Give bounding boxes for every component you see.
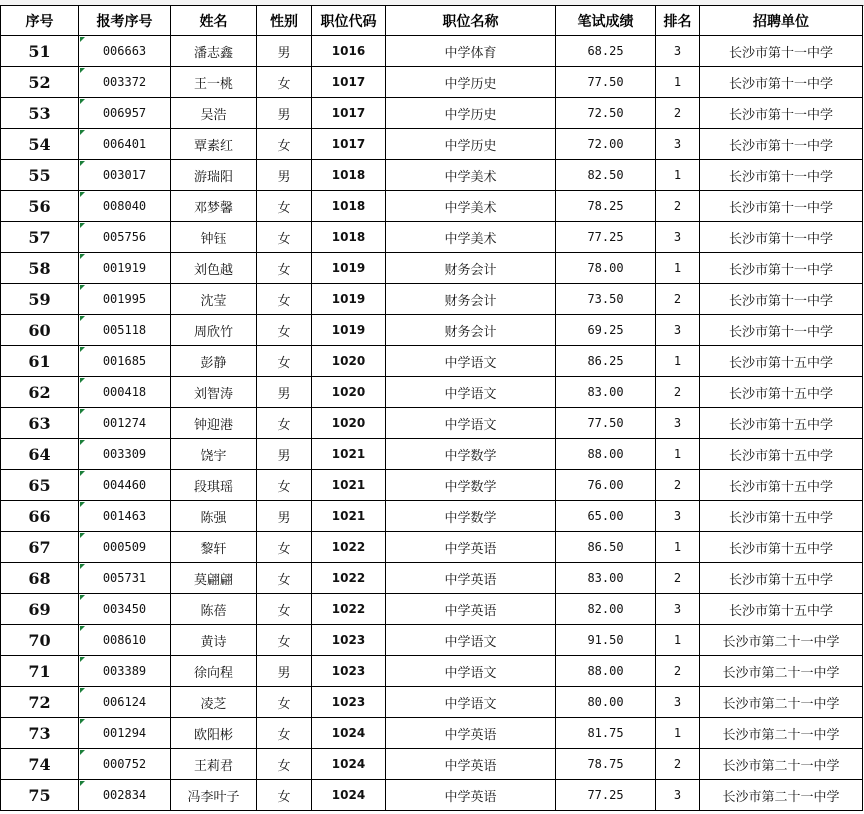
cell-rank[interactable]: 2 (656, 191, 700, 222)
cell-position-code[interactable]: 1023 (312, 687, 386, 718)
cell-name[interactable]: 沈莹 (171, 284, 257, 315)
cell-gender[interactable]: 女 (257, 594, 312, 625)
cell-gender[interactable]: 女 (257, 191, 312, 222)
table-row (1, 532, 863, 563)
cell-exam-no[interactable]: 006124 (79, 687, 171, 718)
cell-position-name[interactable]: 中学美术 (386, 160, 556, 191)
cell-employer[interactable]: 长沙市第十五中学 (700, 563, 863, 594)
cell-exam-no[interactable]: 001274 (79, 408, 171, 439)
table-row (1, 222, 863, 253)
cell-position-code[interactable]: 1021 (312, 470, 386, 501)
cell-position-name[interactable]: 中学英语 (386, 780, 556, 811)
cell-position-code[interactable]: 1017 (312, 98, 386, 129)
cell-name[interactable]: 饶宇 (171, 439, 257, 470)
cell-position-code[interactable]: 1018 (312, 160, 386, 191)
table-row (1, 594, 863, 625)
table-row (1, 749, 863, 780)
cell-rank[interactable]: 1 (656, 160, 700, 191)
cell-name[interactable]: 陈强 (171, 501, 257, 532)
table-row (1, 625, 863, 656)
cell-position-name[interactable]: 中学美术 (386, 222, 556, 253)
cell-employer[interactable]: 长沙市第十一中学 (700, 191, 863, 222)
cell-position-code[interactable]: 1018 (312, 191, 386, 222)
cell-gender[interactable]: 男 (257, 98, 312, 129)
cell-gender[interactable]: 女 (257, 67, 312, 98)
cell-position-name[interactable]: 中学英语 (386, 563, 556, 594)
cell-employer[interactable]: 长沙市第十五中学 (700, 594, 863, 625)
cell-rank[interactable]: 3 (656, 315, 700, 346)
table-row (1, 191, 863, 222)
table-row (1, 687, 863, 718)
cell-rank[interactable]: 2 (656, 656, 700, 687)
cell-rank[interactable]: 1 (656, 625, 700, 656)
header-rank[interactable]: 排名 (656, 6, 700, 36)
cell-name[interactable]: 邓梦馨 (171, 191, 257, 222)
table-row (1, 780, 863, 811)
cell-rank[interactable]: 1 (656, 718, 700, 749)
cell-employer[interactable]: 长沙市第十一中学 (700, 67, 863, 98)
cell-written-score[interactable]: 69.25 (556, 315, 656, 346)
cell-employer[interactable]: 长沙市第十五中学 (700, 439, 863, 470)
cell-position-code[interactable]: 1017 (312, 67, 386, 98)
cell-rank[interactable]: 3 (656, 129, 700, 160)
cell-written-score[interactable]: 78.75 (556, 749, 656, 780)
cell-position-name[interactable]: 中学语文 (386, 656, 556, 687)
cell-seq[interactable]: 65 (1, 470, 79, 501)
table-row (1, 160, 863, 191)
cell-seq[interactable]: 64 (1, 439, 79, 470)
header-exam-no[interactable]: 报考序号 (79, 6, 171, 36)
cell-name[interactable]: 冯李叶子 (171, 780, 257, 811)
cell-written-score[interactable]: 72.50 (556, 98, 656, 129)
cell-name[interactable]: 陈蓓 (171, 594, 257, 625)
cell-written-score[interactable]: 88.00 (556, 656, 656, 687)
cell-position-code[interactable]: 1024 (312, 780, 386, 811)
cell-exam-no[interactable]: 003450 (79, 594, 171, 625)
cell-position-name[interactable]: 中学语文 (386, 346, 556, 377)
cell-name[interactable]: 黄诗 (171, 625, 257, 656)
cell-position-code[interactable]: 1020 (312, 377, 386, 408)
cell-exam-no[interactable]: 004460 (79, 470, 171, 501)
cell-exam-no[interactable]: 008040 (79, 191, 171, 222)
cell-exam-no[interactable]: 008610 (79, 625, 171, 656)
table-row (1, 253, 863, 284)
cell-written-score[interactable]: 91.50 (556, 625, 656, 656)
cell-employer[interactable]: 长沙市第二十一中学 (700, 656, 863, 687)
cell-exam-no[interactable]: 000752 (79, 749, 171, 780)
cell-position-code[interactable]: 1016 (312, 36, 386, 67)
cell-name[interactable]: 周欣竹 (171, 315, 257, 346)
table-row (1, 718, 863, 749)
cell-written-score[interactable]: 82.00 (556, 594, 656, 625)
cell-name[interactable]: 吴浩 (171, 98, 257, 129)
table-row (1, 501, 863, 532)
cell-position-name[interactable]: 中学语文 (386, 687, 556, 718)
cell-exam-no[interactable]: 003309 (79, 439, 171, 470)
cell-employer[interactable]: 长沙市第十五中学 (700, 377, 863, 408)
cell-written-score[interactable]: 77.25 (556, 222, 656, 253)
cell-gender[interactable]: 女 (257, 749, 312, 780)
cell-exam-no[interactable]: 005756 (79, 222, 171, 253)
cell-gender[interactable]: 女 (257, 470, 312, 501)
cell-position-name[interactable]: 中学英语 (386, 718, 556, 749)
cell-position-code[interactable]: 1019 (312, 315, 386, 346)
cell-name[interactable]: 黎轩 (171, 532, 257, 563)
cell-name[interactable]: 覃素红 (171, 129, 257, 160)
cell-exam-no[interactable]: 001919 (79, 253, 171, 284)
cell-employer[interactable]: 长沙市第十五中学 (700, 470, 863, 501)
cell-employer[interactable]: 长沙市第十五中学 (700, 501, 863, 532)
cell-seq[interactable]: 61 (1, 346, 79, 377)
cell-position-name[interactable]: 中学数学 (386, 501, 556, 532)
cell-rank[interactable]: 3 (656, 501, 700, 532)
cell-employer[interactable]: 长沙市第十一中学 (700, 129, 863, 160)
cell-written-score[interactable]: 73.50 (556, 284, 656, 315)
cell-rank[interactable]: 2 (656, 470, 700, 501)
cell-name[interactable]: 王莉君 (171, 749, 257, 780)
cell-seq[interactable]: 74 (1, 749, 79, 780)
cell-position-name[interactable]: 中学语文 (386, 377, 556, 408)
cell-name[interactable]: 王一桃 (171, 67, 257, 98)
cell-written-score[interactable]: 78.00 (556, 253, 656, 284)
table-row (1, 284, 863, 315)
cell-employer[interactable]: 长沙市第十一中学 (700, 98, 863, 129)
cell-written-score[interactable]: 78.25 (556, 191, 656, 222)
cell-written-score[interactable]: 82.50 (556, 160, 656, 191)
cell-seq[interactable]: 66 (1, 501, 79, 532)
cell-name[interactable]: 潘志鑫 (171, 36, 257, 67)
table-row (1, 98, 863, 129)
cell-seq[interactable]: 62 (1, 377, 79, 408)
cell-gender[interactable]: 女 (257, 780, 312, 811)
cell-gender[interactable]: 女 (257, 718, 312, 749)
table-row (1, 346, 863, 377)
header-row (1, 6, 863, 36)
cell-gender[interactable]: 女 (257, 408, 312, 439)
cell-gender[interactable]: 男 (257, 160, 312, 191)
cell-name[interactable]: 钟迎港 (171, 408, 257, 439)
cell-seq[interactable]: 63 (1, 408, 79, 439)
cell-seq[interactable]: 52 (1, 67, 79, 98)
cell-name[interactable]: 刘色越 (171, 253, 257, 284)
cell-position-name[interactable]: 中学语文 (386, 408, 556, 439)
cell-employer[interactable]: 长沙市第二十一中学 (700, 718, 863, 749)
cell-written-score[interactable]: 65.00 (556, 501, 656, 532)
table-row (1, 36, 863, 67)
cell-exam-no[interactable]: 002834 (79, 780, 171, 811)
table-row (1, 470, 863, 501)
cell-rank[interactable]: 2 (656, 98, 700, 129)
cell-gender[interactable]: 男 (257, 501, 312, 532)
cell-written-score[interactable]: 86.50 (556, 532, 656, 563)
cell-seq[interactable]: 73 (1, 718, 79, 749)
cell-employer[interactable]: 长沙市第十一中学 (700, 315, 863, 346)
cell-position-code[interactable]: 1020 (312, 346, 386, 377)
cell-employer[interactable]: 长沙市第十一中学 (700, 160, 863, 191)
cell-written-score[interactable]: 83.00 (556, 377, 656, 408)
cell-employer[interactable]: 长沙市第二十一中学 (700, 749, 863, 780)
cell-gender[interactable]: 男 (257, 377, 312, 408)
cell-rank[interactable]: 1 (656, 439, 700, 470)
cell-position-code[interactable]: 1022 (312, 532, 386, 563)
cell-rank[interactable]: 3 (656, 780, 700, 811)
header-position-name[interactable]: 职位名称 (386, 6, 556, 36)
cell-seq[interactable]: 51 (1, 36, 79, 67)
table-row (1, 67, 863, 98)
cell-seq[interactable]: 53 (1, 98, 79, 129)
cell-written-score[interactable]: 77.50 (556, 67, 656, 98)
cell-rank[interactable]: 2 (656, 284, 700, 315)
cell-position-name[interactable]: 中学语文 (386, 625, 556, 656)
cell-employer[interactable]: 长沙市第十五中学 (700, 408, 863, 439)
table-row (1, 129, 863, 160)
cell-written-score[interactable]: 77.25 (556, 780, 656, 811)
cell-seq[interactable]: 54 (1, 129, 79, 160)
cell-seq[interactable]: 67 (1, 532, 79, 563)
cell-rank[interactable]: 1 (656, 532, 700, 563)
cell-rank[interactable]: 3 (656, 36, 700, 67)
cell-position-name[interactable]: 中学英语 (386, 532, 556, 563)
cell-employer[interactable]: 长沙市第十一中学 (700, 36, 863, 67)
table-row (1, 408, 863, 439)
table-row (1, 656, 863, 687)
cell-position-name[interactable]: 中学历史 (386, 67, 556, 98)
cell-seq[interactable]: 60 (1, 315, 79, 346)
cell-exam-no[interactable]: 000418 (79, 377, 171, 408)
cell-name[interactable]: 彭静 (171, 346, 257, 377)
cell-exam-no[interactable]: 001463 (79, 501, 171, 532)
cell-position-name[interactable]: 中学数学 (386, 439, 556, 470)
cell-name[interactable]: 凌芝 (171, 687, 257, 718)
cell-exam-no[interactable]: 006663 (79, 36, 171, 67)
cell-gender[interactable]: 男 (257, 439, 312, 470)
cell-exam-no[interactable]: 006957 (79, 98, 171, 129)
cell-written-score[interactable]: 88.00 (556, 439, 656, 470)
table-row (1, 439, 863, 470)
cell-position-code[interactable]: 1020 (312, 408, 386, 439)
cell-exam-no[interactable]: 000509 (79, 532, 171, 563)
cell-gender[interactable]: 女 (257, 222, 312, 253)
results-table (0, 5, 863, 811)
cell-seq[interactable]: 75 (1, 780, 79, 811)
cell-name[interactable]: 欧阳彬 (171, 718, 257, 749)
cell-position-code[interactable]: 1023 (312, 656, 386, 687)
cell-position-code[interactable]: 1022 (312, 563, 386, 594)
table-row (1, 315, 863, 346)
cell-position-code[interactable]: 1018 (312, 222, 386, 253)
cell-written-score[interactable]: 80.00 (556, 687, 656, 718)
cell-gender[interactable]: 女 (257, 687, 312, 718)
cell-rank[interactable]: 1 (656, 346, 700, 377)
cell-employer[interactable]: 长沙市第二十一中学 (700, 780, 863, 811)
cell-seq[interactable]: 69 (1, 594, 79, 625)
header-seq[interactable]: 序号 (1, 6, 79, 36)
cell-rank[interactable]: 3 (656, 222, 700, 253)
cell-written-score[interactable]: 68.25 (556, 36, 656, 67)
cell-position-name[interactable]: 财务会计 (386, 315, 556, 346)
cell-gender[interactable]: 女 (257, 563, 312, 594)
cell-position-name[interactable]: 中学英语 (386, 594, 556, 625)
header-employer[interactable]: 招聘单位 (700, 6, 863, 36)
cell-exam-no[interactable]: 005731 (79, 563, 171, 594)
cell-written-score[interactable]: 81.75 (556, 718, 656, 749)
cell-position-code[interactable]: 1024 (312, 749, 386, 780)
cell-position-name[interactable]: 中学体育 (386, 36, 556, 67)
cell-position-code[interactable]: 1022 (312, 594, 386, 625)
cell-gender[interactable]: 男 (257, 656, 312, 687)
cell-written-score[interactable]: 86.25 (556, 346, 656, 377)
cell-seq[interactable]: 57 (1, 222, 79, 253)
cell-rank[interactable]: 2 (656, 749, 700, 780)
cell-gender[interactable]: 女 (257, 129, 312, 160)
cell-gender[interactable]: 女 (257, 284, 312, 315)
cell-name[interactable]: 莫翩翩 (171, 563, 257, 594)
cell-position-name[interactable]: 财务会计 (386, 253, 556, 284)
cell-exam-no[interactable]: 001294 (79, 718, 171, 749)
cell-seq[interactable]: 70 (1, 625, 79, 656)
cell-exam-no[interactable]: 001685 (79, 346, 171, 377)
cell-seq[interactable]: 68 (1, 563, 79, 594)
cell-seq[interactable]: 72 (1, 687, 79, 718)
cell-name[interactable]: 段琪瑶 (171, 470, 257, 501)
cell-employer[interactable]: 长沙市第十一中学 (700, 253, 863, 284)
cell-gender[interactable]: 男 (257, 36, 312, 67)
cell-position-code[interactable]: 1024 (312, 718, 386, 749)
cell-employer[interactable]: 长沙市第二十一中学 (700, 625, 863, 656)
cell-employer[interactable]: 长沙市第二十一中学 (700, 687, 863, 718)
cell-employer[interactable]: 长沙市第十五中学 (700, 346, 863, 377)
cell-rank[interactable]: 2 (656, 563, 700, 594)
cell-exam-no[interactable]: 003389 (79, 656, 171, 687)
header-written-score[interactable]: 笔试成绩 (556, 6, 656, 36)
cell-name[interactable]: 钟钰 (171, 222, 257, 253)
cell-position-name[interactable]: 中学历史 (386, 129, 556, 160)
cell-position-name[interactable]: 中学数学 (386, 470, 556, 501)
cell-exam-no[interactable]: 006401 (79, 129, 171, 160)
cell-exam-no[interactable]: 001995 (79, 284, 171, 315)
cell-exam-no[interactable]: 003017 (79, 160, 171, 191)
cell-seq[interactable]: 59 (1, 284, 79, 315)
cell-written-score[interactable]: 77.50 (556, 408, 656, 439)
cell-written-score[interactable]: 76.00 (556, 470, 656, 501)
cell-rank[interactable]: 1 (656, 253, 700, 284)
cell-rank[interactable]: 1 (656, 67, 700, 98)
cell-seq[interactable]: 71 (1, 656, 79, 687)
cell-rank[interactable]: 3 (656, 408, 700, 439)
cell-position-name[interactable]: 中学美术 (386, 191, 556, 222)
cell-gender[interactable]: 女 (257, 625, 312, 656)
cell-position-code[interactable]: 1023 (312, 625, 386, 656)
cell-position-code[interactable]: 1019 (312, 253, 386, 284)
cell-gender[interactable]: 女 (257, 315, 312, 346)
cell-seq[interactable]: 58 (1, 253, 79, 284)
header-name[interactable]: 姓名 (171, 6, 257, 36)
table-row (1, 563, 863, 594)
cell-written-score[interactable]: 83.00 (556, 563, 656, 594)
cell-position-code[interactable]: 1017 (312, 129, 386, 160)
cell-rank[interactable]: 2 (656, 377, 700, 408)
cell-position-name[interactable]: 财务会计 (386, 284, 556, 315)
table-row (1, 377, 863, 408)
cell-position-code[interactable]: 1021 (312, 501, 386, 532)
header-position-code[interactable]: 职位代码 (312, 6, 386, 36)
cell-employer[interactable]: 长沙市第十五中学 (700, 532, 863, 563)
header-gender[interactable]: 性别 (257, 6, 312, 36)
cell-position-code[interactable]: 1021 (312, 439, 386, 470)
cell-rank[interactable]: 3 (656, 594, 700, 625)
cell-name[interactable]: 徐向程 (171, 656, 257, 687)
cell-exam-no[interactable]: 005118 (79, 315, 171, 346)
cell-rank[interactable]: 3 (656, 687, 700, 718)
cell-seq[interactable]: 56 (1, 191, 79, 222)
cell-employer[interactable]: 长沙市第十一中学 (700, 222, 863, 253)
cell-employer[interactable]: 长沙市第十一中学 (700, 284, 863, 315)
cell-gender[interactable]: 女 (257, 346, 312, 377)
cell-exam-no[interactable]: 003372 (79, 67, 171, 98)
cell-position-code[interactable]: 1019 (312, 284, 386, 315)
cell-position-name[interactable]: 中学历史 (386, 98, 556, 129)
cell-written-score[interactable]: 72.00 (556, 129, 656, 160)
cell-position-name[interactable]: 中学英语 (386, 749, 556, 780)
cell-gender[interactable]: 女 (257, 253, 312, 284)
cell-seq[interactable]: 55 (1, 160, 79, 191)
cell-name[interactable]: 刘智涛 (171, 377, 257, 408)
cell-gender[interactable]: 女 (257, 532, 312, 563)
cell-name[interactable]: 游瑞阳 (171, 160, 257, 191)
